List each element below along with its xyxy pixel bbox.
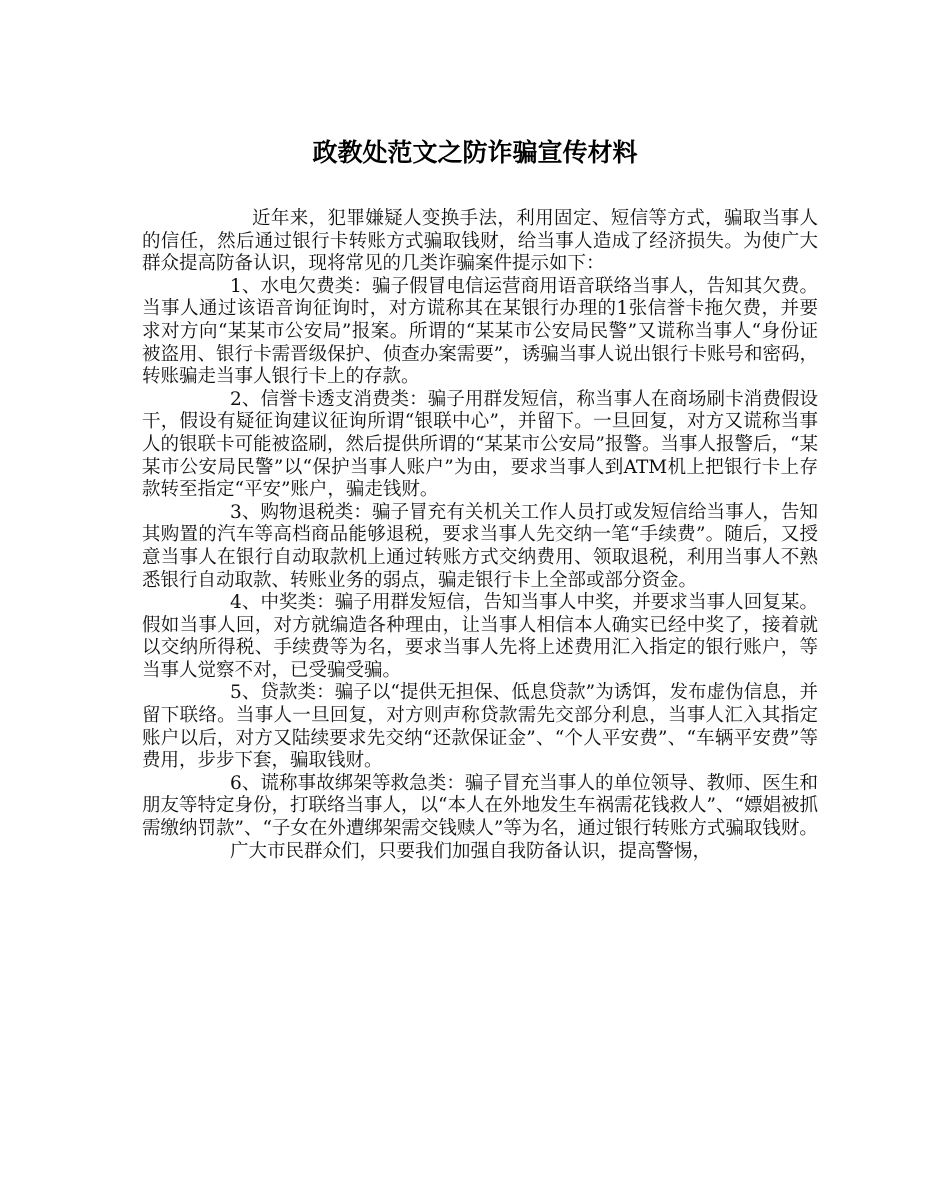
paragraph-prize-winning: 4、中奖类：骗子用群发短信，告知当事人中奖，并要求当事人回复某。假如当事人回，对方就编造各种理由，让当事人相信本人确实已经中奖了，接着就以交纳所得税、手续费等为名，要求当事人先将上述费用汇入指定的银行账户，等当事人觉察不对，已受骗受骗。 bbox=[142, 592, 818, 681]
document-body bbox=[142, 208, 818, 863]
paragraph-utility-arrears: 1、水电欠费类：骗子假冒电信运营商用语音联络当事人，告知其欠费。当事人通过该语音询征询时，对方谎称其在某银行办理的1张信誉卡拖欠费，并要求对方向“某某市公安局”报案。所谓的“某某市公安局民警”又谎称当事人“身份证被盗用、银行卡需晋级保护、侦查办案需要”，诱骗当事人说出银行卡账号和密码，转账骗走当事人银行卡上的存款。 bbox=[142, 275, 818, 388]
document-title: 政教处范文之防诈骗宣传材料 bbox=[312, 138, 638, 167]
intro-paragraph: 近年来，犯罪嫌疑人变换手法，利用固定、短信等方式，骗取当事人的信任，然后通过银行卡转账方式骗取钱财，给当事人造成了经济损失。为使广大群众提高防备认识，现将常见的几类诈骗案件提示如下： bbox=[142, 208, 818, 275]
closing-paragraph: 广大市民群众们，只要我们加强自我防备认识，提高警惕， bbox=[230, 840, 712, 862]
paragraph-emergency-rescue: 6、谎称事故绑架等救急类：骗子冒充当事人的单位领导、教师、医生和朋友等特定身份，打联络当事人，以“本人在外地发生车祸需花钱救人”、“嫖娼被抓需缴纳罚款”、“子女在外遭绑架需交钱赎人”等为名，通过银行转账方式骗取钱财。 bbox=[142, 772, 818, 840]
paragraph-credit-card-overdraft: 2、信誉卡透支消费类：骗子用群发短信，称当事人在商场刷卡消费假设干，假设有疑征询建议征询所谓“银联中心”，并留下。一旦回复，对方又谎称当事人的银联卡可能被盗刷，然后提供所谓的“某某市公安局”报警。当事人报警后，“某某市公安局民警”以“保护当事人账户”为由，要求当事人到ATM机上把银行卡上存款转至指定“平安”账户，骗走钱财。 bbox=[142, 388, 818, 501]
paragraph-tax-refund: 3、购物退税类：骗子冒充有关机关工作人员打或发短信给当事人，告知其购置的汽车等高档商品能够退税，要求当事人先交纳一笔“手续费”。随后，又授意当事人在银行自动取款机上通过转账方式交纳费用、领取退税，利用当事人不熟悉银行自动取款、转账业务的弱点，骗走银行卡上全部或部分资金。 bbox=[142, 501, 818, 591]
paragraph-loan: 5、贷款类：骗子以“提供无担保、低息贷款”为诱饵，发布虚伪信息，并留下联络。当事人一旦回复，对方则声称贷款需先交部分利息，当事人汇入其指定账户以后，对方又陆续要求先交纳“还款保证金”、“个人平安费”、“车辆平安费”等费用，步步下套，骗取钱财。 bbox=[142, 682, 818, 772]
